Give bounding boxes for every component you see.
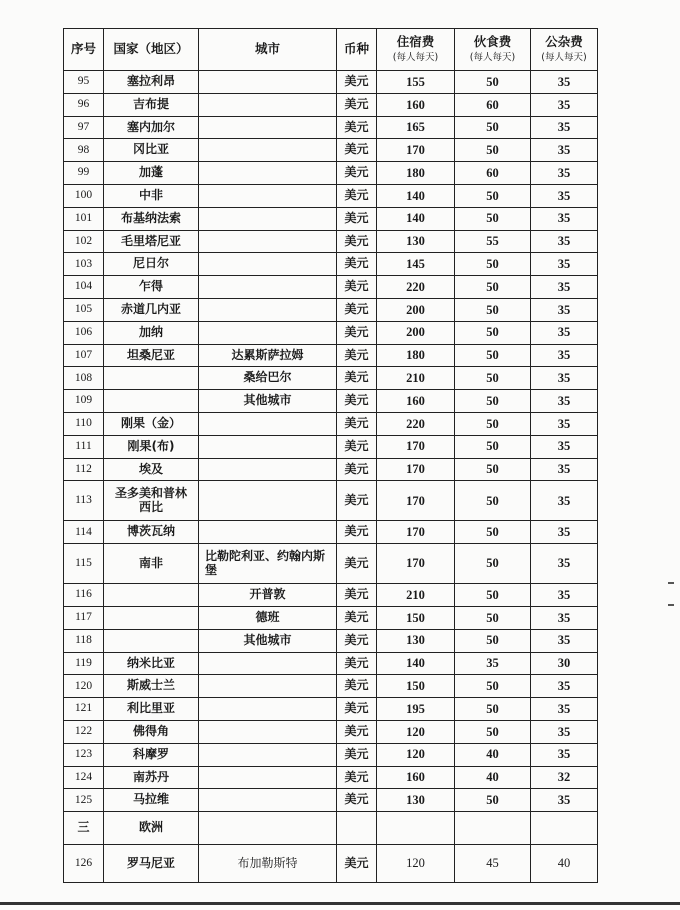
cell-country: 斯威士兰 [104,675,199,698]
cell-currency: 美元 [337,162,377,185]
table-row [64,521,598,544]
cell-city: 其他城市 [199,629,337,652]
cell-currency: 美元 [337,845,377,883]
cell-country: 坦桑尼亚 [104,344,199,367]
table-row [64,71,598,94]
cell-currency: 美元 [337,344,377,367]
cell-no: 106 [64,321,104,344]
cell-lodging: 170 [377,458,455,481]
cell-no: 111 [64,435,104,458]
cell-misc: 35 [531,230,598,253]
cell-currency: 美元 [337,184,377,207]
table-row [64,367,598,390]
table-row [64,845,598,883]
cell-lodging: 130 [377,230,455,253]
cell-meals: 50 [455,184,531,207]
cell-lodging: 170 [377,435,455,458]
table-row [64,412,598,435]
table-row [64,789,598,812]
section-empty-cell [199,812,337,845]
cell-city [199,184,337,207]
table-row [64,629,598,652]
cell-city [199,321,337,344]
header-city: 城市 [199,29,337,71]
cell-no: 115 [64,544,104,584]
cell-misc: 35 [531,321,598,344]
table-row [64,230,598,253]
table-row [64,139,598,162]
cell-meals: 60 [455,93,531,116]
page-bottom-rule [0,902,680,905]
cell-misc: 35 [531,276,598,299]
cell-misc: 35 [531,544,598,584]
cell-meals: 50 [455,412,531,435]
cell-country: 埃及 [104,458,199,481]
cell-misc: 35 [531,435,598,458]
cell-lodging: 200 [377,298,455,321]
cell-currency: 美元 [337,698,377,721]
cell-no: 119 [64,652,104,675]
cell-city: 其他城市 [199,390,337,413]
cell-misc: 40 [531,845,598,883]
table-row [64,675,598,698]
cell-city: 开普敦 [199,584,337,607]
cell-no: 117 [64,606,104,629]
cell-no: 118 [64,629,104,652]
header-row [64,29,598,71]
cell-misc: 35 [531,390,598,413]
cell-city [199,116,337,139]
cell-lodging: 160 [377,766,455,789]
cell-currency: 美元 [337,675,377,698]
cell-misc: 35 [531,458,598,481]
cell-currency: 美元 [337,71,377,94]
cell-no: 95 [64,71,104,94]
cell-country: 科摩罗 [104,743,199,766]
cell-currency: 美元 [337,652,377,675]
cell-currency: 美元 [337,321,377,344]
cell-currency: 美元 [337,298,377,321]
cell-misc: 35 [531,789,598,812]
cell-country [104,390,199,413]
cell-country: 南非 [104,544,199,584]
cell-meals: 50 [455,629,531,652]
cell-city [199,139,337,162]
cell-misc: 32 [531,766,598,789]
cell-currency: 美元 [337,789,377,812]
header-misc-label: 公杂费 [545,33,583,49]
cell-misc: 35 [531,253,598,276]
cell-currency: 美元 [337,584,377,607]
cell-city [199,207,337,230]
cell-city [199,743,337,766]
cell-currency: 美元 [337,743,377,766]
cell-lodging: 170 [377,139,455,162]
table-row [64,481,598,521]
cell-no: 112 [64,458,104,481]
cell-lodging: 170 [377,544,455,584]
cell-country: 圣多美和普林西比 [104,481,199,521]
cell-meals: 50 [455,116,531,139]
cell-city [199,652,337,675]
cell-country: 博茨瓦纳 [104,521,199,544]
table-row [64,720,598,743]
cell-country: 塞内加尔 [104,116,199,139]
cell-country: 布基纳法索 [104,207,199,230]
cell-meals: 50 [455,321,531,344]
cell-currency: 美元 [337,116,377,139]
cell-city [199,766,337,789]
table-row [64,344,598,367]
cell-misc: 35 [531,139,598,162]
cell-city [199,521,337,544]
cell-lodging: 155 [377,71,455,94]
cell-no: 108 [64,367,104,390]
table-row [64,390,598,413]
cell-misc: 35 [531,584,598,607]
cell-city [199,412,337,435]
table-row [64,184,598,207]
cell-meals: 40 [455,743,531,766]
cell-no: 98 [64,139,104,162]
cell-lodging: 150 [377,675,455,698]
cell-currency: 美元 [337,720,377,743]
cell-currency: 美元 [337,544,377,584]
cell-no: 126 [64,845,104,883]
allowance-table [63,28,598,883]
cell-city: 比勒陀利亚、约翰内斯堡 [199,544,337,584]
cell-meals: 50 [455,207,531,230]
cell-city [199,93,337,116]
cell-country: 佛得角 [104,720,199,743]
header-meals [455,29,531,71]
table-row [64,162,598,185]
cell-country [104,367,199,390]
cell-meals: 50 [455,435,531,458]
cell-no: 124 [64,766,104,789]
table-row [64,458,598,481]
cell-country: 尼日尔 [104,253,199,276]
header-no: 序号 [64,29,104,71]
cell-city: 达累斯萨拉姆 [199,344,337,367]
cell-country [104,584,199,607]
header-country: 国家（地区） [104,29,199,71]
cell-no: 104 [64,276,104,299]
cell-lodging: 220 [377,276,455,299]
cell-currency: 美元 [337,481,377,521]
table-row [64,584,598,607]
cell-meals: 50 [455,139,531,162]
cell-misc: 35 [531,298,598,321]
cell-meals: 55 [455,230,531,253]
cell-misc: 35 [531,521,598,544]
cell-no: 114 [64,521,104,544]
cell-meals: 50 [455,521,531,544]
cell-no: 121 [64,698,104,721]
cell-city [199,230,337,253]
table-body [64,71,598,883]
cell-country: 吉布提 [104,93,199,116]
cell-meals: 50 [455,481,531,521]
cell-country: 罗马尼亚 [104,845,199,883]
cell-currency: 美元 [337,629,377,652]
cell-currency: 美元 [337,253,377,276]
cell-country [104,629,199,652]
cell-no: 103 [64,253,104,276]
cell-meals: 50 [455,584,531,607]
cell-misc: 35 [531,71,598,94]
cell-meals: 50 [455,544,531,584]
table-row [64,253,598,276]
header-misc-sub: (每人每天) [541,52,587,64]
allowance-table-sheet [63,28,598,883]
cell-meals: 35 [455,652,531,675]
table-row [64,606,598,629]
cell-lodging: 140 [377,184,455,207]
cell-lodging: 220 [377,412,455,435]
cell-lodging: 130 [377,629,455,652]
cell-currency: 美元 [337,606,377,629]
cell-meals: 50 [455,253,531,276]
table-row [64,766,598,789]
cell-meals: 50 [455,71,531,94]
cell-currency: 美元 [337,139,377,162]
cell-country: 纳米比亚 [104,652,199,675]
cell-misc: 35 [531,481,598,521]
cell-misc: 35 [531,93,598,116]
cell-city: 桑给巴尔 [199,367,337,390]
cell-no: 109 [64,390,104,413]
cell-city [199,435,337,458]
cell-meals: 50 [455,675,531,698]
cell-country: 刚果(布) [104,435,199,458]
cell-misc: 35 [531,629,598,652]
cell-meals: 50 [455,698,531,721]
cell-lodging: 130 [377,789,455,812]
section-empty-cell [455,812,531,845]
table-row [64,276,598,299]
cell-city [199,298,337,321]
cell-misc: 35 [531,344,598,367]
cell-country: 塞拉利昂 [104,71,199,94]
cell-meals: 60 [455,162,531,185]
header-meals-label: 伙食费 [473,33,512,49]
margin-mark [668,604,674,606]
cell-misc: 35 [531,720,598,743]
cell-misc: 35 [531,698,598,721]
cell-no: 96 [64,93,104,116]
table-row [64,698,598,721]
cell-meals: 50 [455,458,531,481]
cell-misc: 35 [531,184,598,207]
table-row [64,544,598,584]
cell-country: 加纳 [104,321,199,344]
cell-country: 冈比亚 [104,139,199,162]
cell-city [199,481,337,521]
header-lodging [377,29,455,71]
header-misc [531,29,598,71]
table-row [64,652,598,675]
header-lodging-sub: (每人每天) [392,52,439,64]
cell-currency: 美元 [337,207,377,230]
cell-meals: 50 [455,789,531,812]
cell-misc: 35 [531,412,598,435]
cell-no: 99 [64,162,104,185]
cell-no: 125 [64,789,104,812]
cell-lodging: 140 [377,652,455,675]
cell-no: 105 [64,298,104,321]
cell-meals: 50 [455,298,531,321]
table-row [64,207,598,230]
cell-currency: 美元 [337,390,377,413]
cell-city [199,458,337,481]
cell-currency: 美元 [337,367,377,390]
cell-city [199,71,337,94]
cell-no: 123 [64,743,104,766]
cell-city [199,698,337,721]
cell-meals: 45 [455,845,531,883]
section-empty-cell [377,812,455,845]
cell-lodging: 180 [377,162,455,185]
header-meals-sub: (每人每天) [469,52,516,64]
cell-country: 南苏丹 [104,766,199,789]
cell-country: 中非 [104,184,199,207]
header-currency: 币种 [337,29,377,71]
cell-no: 100 [64,184,104,207]
cell-lodging: 120 [377,720,455,743]
cell-currency: 美元 [337,521,377,544]
cell-meals: 50 [455,344,531,367]
cell-city [199,789,337,812]
cell-no: 102 [64,230,104,253]
cell-no: 116 [64,584,104,607]
cell-country: 马拉维 [104,789,199,812]
cell-currency: 美元 [337,435,377,458]
cell-lodging: 200 [377,321,455,344]
cell-misc: 35 [531,743,598,766]
cell-lodging: 165 [377,116,455,139]
cell-no: 97 [64,116,104,139]
cell-meals: 50 [455,720,531,743]
cell-misc: 30 [531,652,598,675]
cell-city [199,675,337,698]
section-label: 欧洲 [104,812,199,845]
cell-lodging: 120 [377,743,455,766]
cell-no: 101 [64,207,104,230]
cell-meals: 50 [455,606,531,629]
cell-country: 乍得 [104,276,199,299]
cell-country [104,606,199,629]
table-row [64,116,598,139]
cell-meals: 50 [455,390,531,413]
cell-lodging: 195 [377,698,455,721]
cell-misc: 35 [531,207,598,230]
cell-lodging: 210 [377,367,455,390]
cell-no: 110 [64,412,104,435]
table-row [64,743,598,766]
cell-city: 德班 [199,606,337,629]
cell-country: 加蓬 [104,162,199,185]
header-lodging-label: 住宿费 [396,33,435,49]
cell-city [199,253,337,276]
cell-currency: 美元 [337,766,377,789]
cell-no: 113 [64,481,104,521]
cell-lodging: 120 [377,845,455,883]
cell-meals: 50 [455,276,531,299]
cell-lodging: 140 [377,207,455,230]
table-row [64,321,598,344]
cell-city [199,162,337,185]
cell-lodging: 170 [377,521,455,544]
cell-country: 利比里亚 [104,698,199,721]
cell-lodging: 150 [377,606,455,629]
cell-misc: 35 [531,606,598,629]
cell-no: 107 [64,344,104,367]
cell-currency: 美元 [337,230,377,253]
cell-country: 赤道几内亚 [104,298,199,321]
cell-meals: 40 [455,766,531,789]
cell-misc: 35 [531,367,598,390]
cell-meals: 50 [455,367,531,390]
section-row [64,812,598,845]
cell-lodging: 145 [377,253,455,276]
cell-currency: 美元 [337,276,377,299]
section-empty-cell [337,812,377,845]
table-row [64,93,598,116]
table-row [64,435,598,458]
table-row [64,298,598,321]
cell-misc: 35 [531,116,598,139]
cell-city: 布加勒斯特 [199,845,337,883]
cell-country: 刚果（金） [104,412,199,435]
cell-lodging: 180 [377,344,455,367]
cell-city [199,720,337,743]
cell-country: 毛里塔尼亚 [104,230,199,253]
section-empty-cell [531,812,598,845]
cell-misc: 35 [531,675,598,698]
section-no: 三 [64,812,104,845]
cell-misc: 35 [531,162,598,185]
cell-no: 122 [64,720,104,743]
cell-currency: 美元 [337,412,377,435]
cell-lodging: 170 [377,481,455,521]
cell-no: 120 [64,675,104,698]
cell-lodging: 160 [377,93,455,116]
margin-mark [668,582,674,584]
cell-lodging: 210 [377,584,455,607]
cell-currency: 美元 [337,458,377,481]
cell-currency: 美元 [337,93,377,116]
cell-lodging: 160 [377,390,455,413]
cell-city [199,276,337,299]
